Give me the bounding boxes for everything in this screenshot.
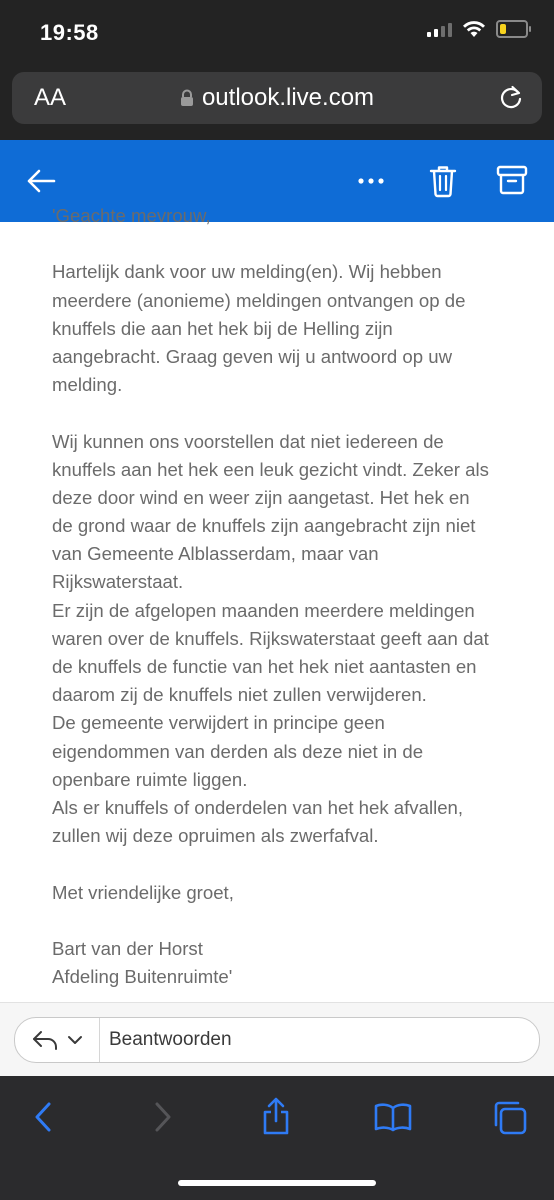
- email-line: deze door wind en weer zijn aangetast. Het hek en: [52, 486, 470, 508]
- browser-top-chrome: [0, 0, 554, 140]
- email-line: daarom zij de knuffels niet zullen verwijderen.: [52, 684, 427, 706]
- email-line: Afdeling Buitenruimte': [52, 966, 233, 988]
- archive-icon[interactable]: [496, 164, 528, 196]
- text-size-label: AA: [34, 84, 67, 111]
- battery-icon: [496, 20, 528, 38]
- email-line: meerdere (anonieme) meldingen ontvangen op de: [52, 289, 466, 311]
- email-line: 'Geachte mevrouw,: [52, 205, 211, 226]
- back-arrow-icon[interactable]: [24, 164, 58, 198]
- email-line: waren over de knuffels. Rijkswaterstaat geeft aan dat: [52, 627, 489, 649]
- blank-line: [52, 907, 532, 935]
- cellular-signal-icon: [427, 21, 452, 37]
- blank-line: [52, 850, 532, 878]
- chevron-down-icon: [67, 1035, 83, 1045]
- email-line: De gemeente verwijdert in principe geen: [52, 712, 385, 734]
- blank-line: [52, 399, 532, 427]
- reload-icon[interactable]: [498, 84, 524, 112]
- url-display[interactable]: [12, 72, 542, 124]
- email-line: Hartelijk dank voor uw melding(en). Wij hebben: [52, 261, 442, 283]
- reply-area: [0, 1002, 554, 1077]
- address-bar[interactable]: [12, 72, 542, 124]
- reply-button-label[interactable]: Beantwoorden: [109, 1029, 232, 1050]
- status-bar: [0, 0, 554, 66]
- tabs-icon[interactable]: [492, 1100, 528, 1136]
- email-line: Er zijn de afgelopen maanden meerdere meldingen: [52, 599, 475, 621]
- reply-icon: [31, 1029, 59, 1051]
- bookmarks-icon[interactable]: [374, 1102, 412, 1132]
- email-text: [52, 202, 532, 991]
- battery-level: [500, 24, 506, 34]
- blank-line: [52, 230, 532, 258]
- lock-icon: [180, 89, 194, 107]
- status-time: 19:58: [40, 20, 99, 45]
- email-line: de grond waar de knuffels zijn aangebracht zijn niet: [52, 515, 476, 537]
- email-line: melding.: [52, 374, 123, 396]
- home-indicator: [178, 1180, 376, 1186]
- email-line: Wij kunnen ons voorstellen dat niet iedereen de: [52, 430, 444, 452]
- email-line: Bart van der Horst: [52, 937, 203, 959]
- email-line: eigendommen van derden als deze niet in de: [52, 740, 424, 762]
- share-icon[interactable]: [260, 1096, 292, 1136]
- email-line: knuffels aan het hek een leuk gezicht vindt. Zeker als: [52, 458, 489, 480]
- more-icon[interactable]: [356, 166, 386, 196]
- email-line: Rijkswaterstaat.: [52, 571, 184, 593]
- email-line: Als er knuffels of onderdelen van het hek afvallen,: [52, 796, 464, 818]
- reply-options-button[interactable]: [15, 1018, 100, 1062]
- email-line: knuffels die aan het hek bij de Helling zijn: [52, 317, 393, 339]
- wifi-icon: [462, 20, 486, 38]
- email-line: Met vriendelijke groet,: [52, 881, 234, 903]
- email-line: aangebracht. Graag geven wij u antwoord op uw: [52, 345, 453, 367]
- email-line: van Gemeente Alblasserdam, maar van: [52, 543, 379, 565]
- trash-icon[interactable]: [428, 164, 458, 198]
- status-icons: [427, 20, 528, 38]
- email-line: de knuffels de functie van het hek niet aantasten en: [52, 656, 477, 677]
- forward-icon[interactable]: [152, 1100, 174, 1134]
- email-line: openbare ruimte liggen.: [52, 768, 248, 790]
- url-text: outlook.live.com: [201, 84, 375, 111]
- email-line: zullen wij deze opruimen als zwerfafval.: [52, 825, 379, 847]
- email-body[interactable]: [0, 205, 554, 1002]
- reply-box[interactable]: [14, 1017, 540, 1063]
- back-icon[interactable]: [32, 1100, 54, 1134]
